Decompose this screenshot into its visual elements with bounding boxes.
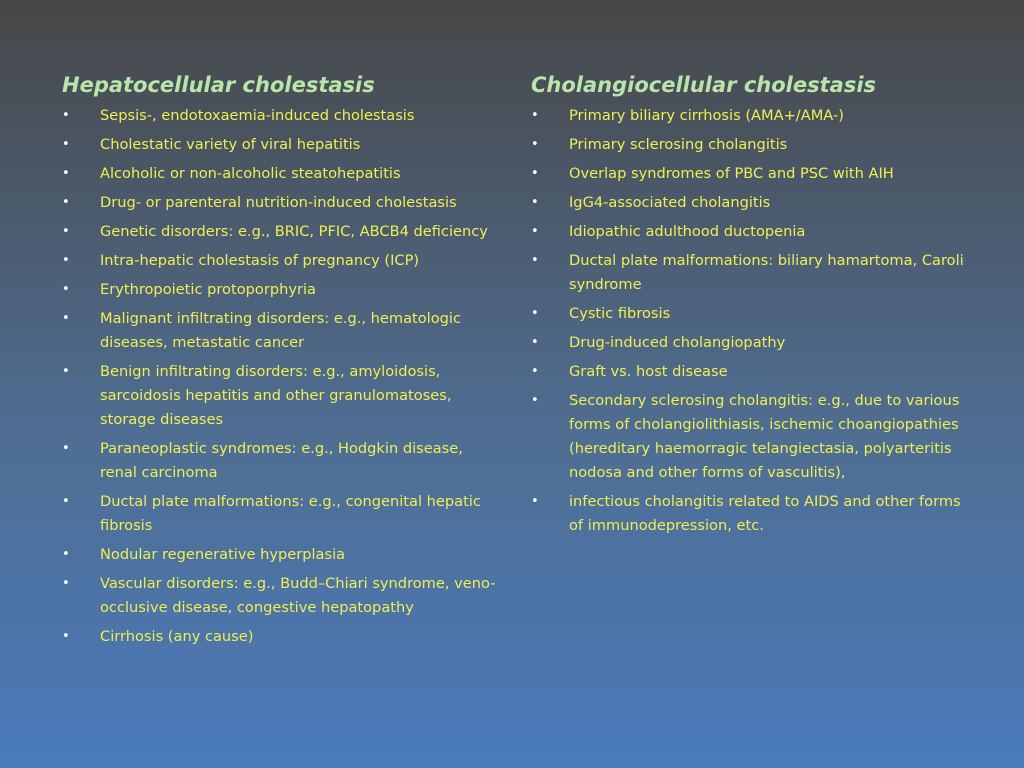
bullet-icon: • [62,547,70,562]
list-item-text: Nodular regenerative hyperplasia [100,546,346,563]
hepatocellular-column [62,68,502,654]
cholangiocellular-column [531,68,971,543]
list-item [62,625,502,649]
list-item-text: Ductal plate malformations: e.g., congenital hepatic fibrosis [100,493,481,534]
bullet-icon: • [62,364,70,379]
list-item [531,331,971,355]
list-item [62,360,502,432]
bullet-icon: • [531,224,539,239]
list-item-text: Intra-hepatic cholestasis of pregnancy (ICP) [100,252,420,269]
bullet-icon: • [531,335,539,350]
list-item [62,162,502,186]
list-item-text: IgG4-associated cholangitis [569,194,771,211]
bullet-icon: • [62,441,70,456]
bullet-icon: • [62,629,70,644]
bullet-icon: • [62,576,70,591]
bullet-icon: • [62,282,70,297]
bullet-icon: • [531,364,539,379]
list-item-text: Sepsis-, endotoxaemia-induced cholestasis [100,107,415,124]
list-item-text: Ductal plate malformations: biliary hamartoma, Caroli syndrome [569,252,964,293]
list-item [531,249,971,297]
bullet-icon: • [531,253,539,268]
list-item [531,302,971,326]
list-item [531,360,971,384]
list-item-text: Primary sclerosing cholangitis [569,136,788,153]
bullet-icon: • [62,494,70,509]
list-item [531,162,971,186]
list-item [62,249,502,273]
list-item [62,191,502,215]
list-item-text: Cystic fibrosis [569,305,671,322]
hepatocellular-title: Hepatocellular cholestasis [62,73,375,97]
hepatocellular-list [62,104,502,649]
bullet-icon: • [62,108,70,123]
list-item [62,104,502,128]
list-item [531,220,971,244]
list-item [531,389,971,485]
list-item [531,104,971,128]
list-item-text: Idiopathic adulthood ductopenia [569,223,806,240]
bullet-icon: • [531,137,539,152]
bullet-icon: • [531,393,539,408]
list-item-text: Primary biliary cirrhosis (AMA+/AMA-) [569,107,844,124]
list-item [62,437,502,485]
list-item-text: Graft vs. host disease [569,363,728,380]
list-item [62,278,502,302]
bullet-icon: • [62,195,70,210]
list-item-text: Malignant infiltrating disorders: e.g., hematologic diseases, metastatic cancer [100,310,462,351]
list-item [62,133,502,157]
bullet-icon: • [531,166,539,181]
list-item-text: Genetic disorders: e.g., BRIC, PFIC, ABCB4 deficiency [100,223,488,240]
list-item-text: Drug- or parenteral nutrition-induced cholestasis [100,194,457,211]
bullet-icon: • [62,311,70,326]
cholangiocellular-list [531,104,971,538]
bullet-icon: • [531,195,539,210]
bullet-icon: • [531,494,539,509]
bullet-icon: • [531,108,539,123]
list-item-text: Vascular disorders: e.g., Budd–Chiari syndrome, veno-occlusive disease, congestive hepatopathy [100,575,496,616]
bullet-icon: • [62,224,70,239]
list-item-text: Cirrhosis (any cause) [100,628,254,645]
list-item [62,220,502,244]
list-item [531,133,971,157]
bullet-icon: • [62,166,70,181]
list-item-text: Cholestatic variety of viral hepatitis [100,136,361,153]
list-item [62,490,502,538]
bullet-icon: • [531,306,539,321]
list-item-text: Drug-induced cholangiopathy [569,334,786,351]
list-item-text: Erythropoietic protoporphyria [100,281,316,298]
list-item [62,307,502,355]
list-item [531,490,971,538]
list-item [62,543,502,567]
list-item-text: Alcoholic or non-alcoholic steatohepatitis [100,165,401,182]
list-item-text: Secondary sclerosing cholangitis: e.g., due to various forms of cholangiolithiasis, ischemic choangiopathies (hereditary haemorragic telangiectasia, polyarteritis nodosa and other forms of vasculitis), [569,392,960,481]
list-item-text: Benign infiltrating disorders: e.g., amyloidosis, sarcoidosis hepatitis and other granulomatoses, storage diseases [100,363,452,428]
list-item-text: infectious cholangitis related to AIDS and other forms of immunodepression, etc. [569,493,961,534]
list-item-text: Overlap syndromes of PBC and PSC with AIH [569,165,894,182]
list-item-text: Paraneoplastic syndromes: e.g., Hodgkin disease, renal carcinoma [100,440,463,481]
list-item [531,191,971,215]
list-item [62,572,502,620]
bullet-icon: • [62,253,70,268]
cholangiocellular-title: Cholangiocellular cholestasis [531,73,877,97]
bullet-icon: • [62,137,70,152]
